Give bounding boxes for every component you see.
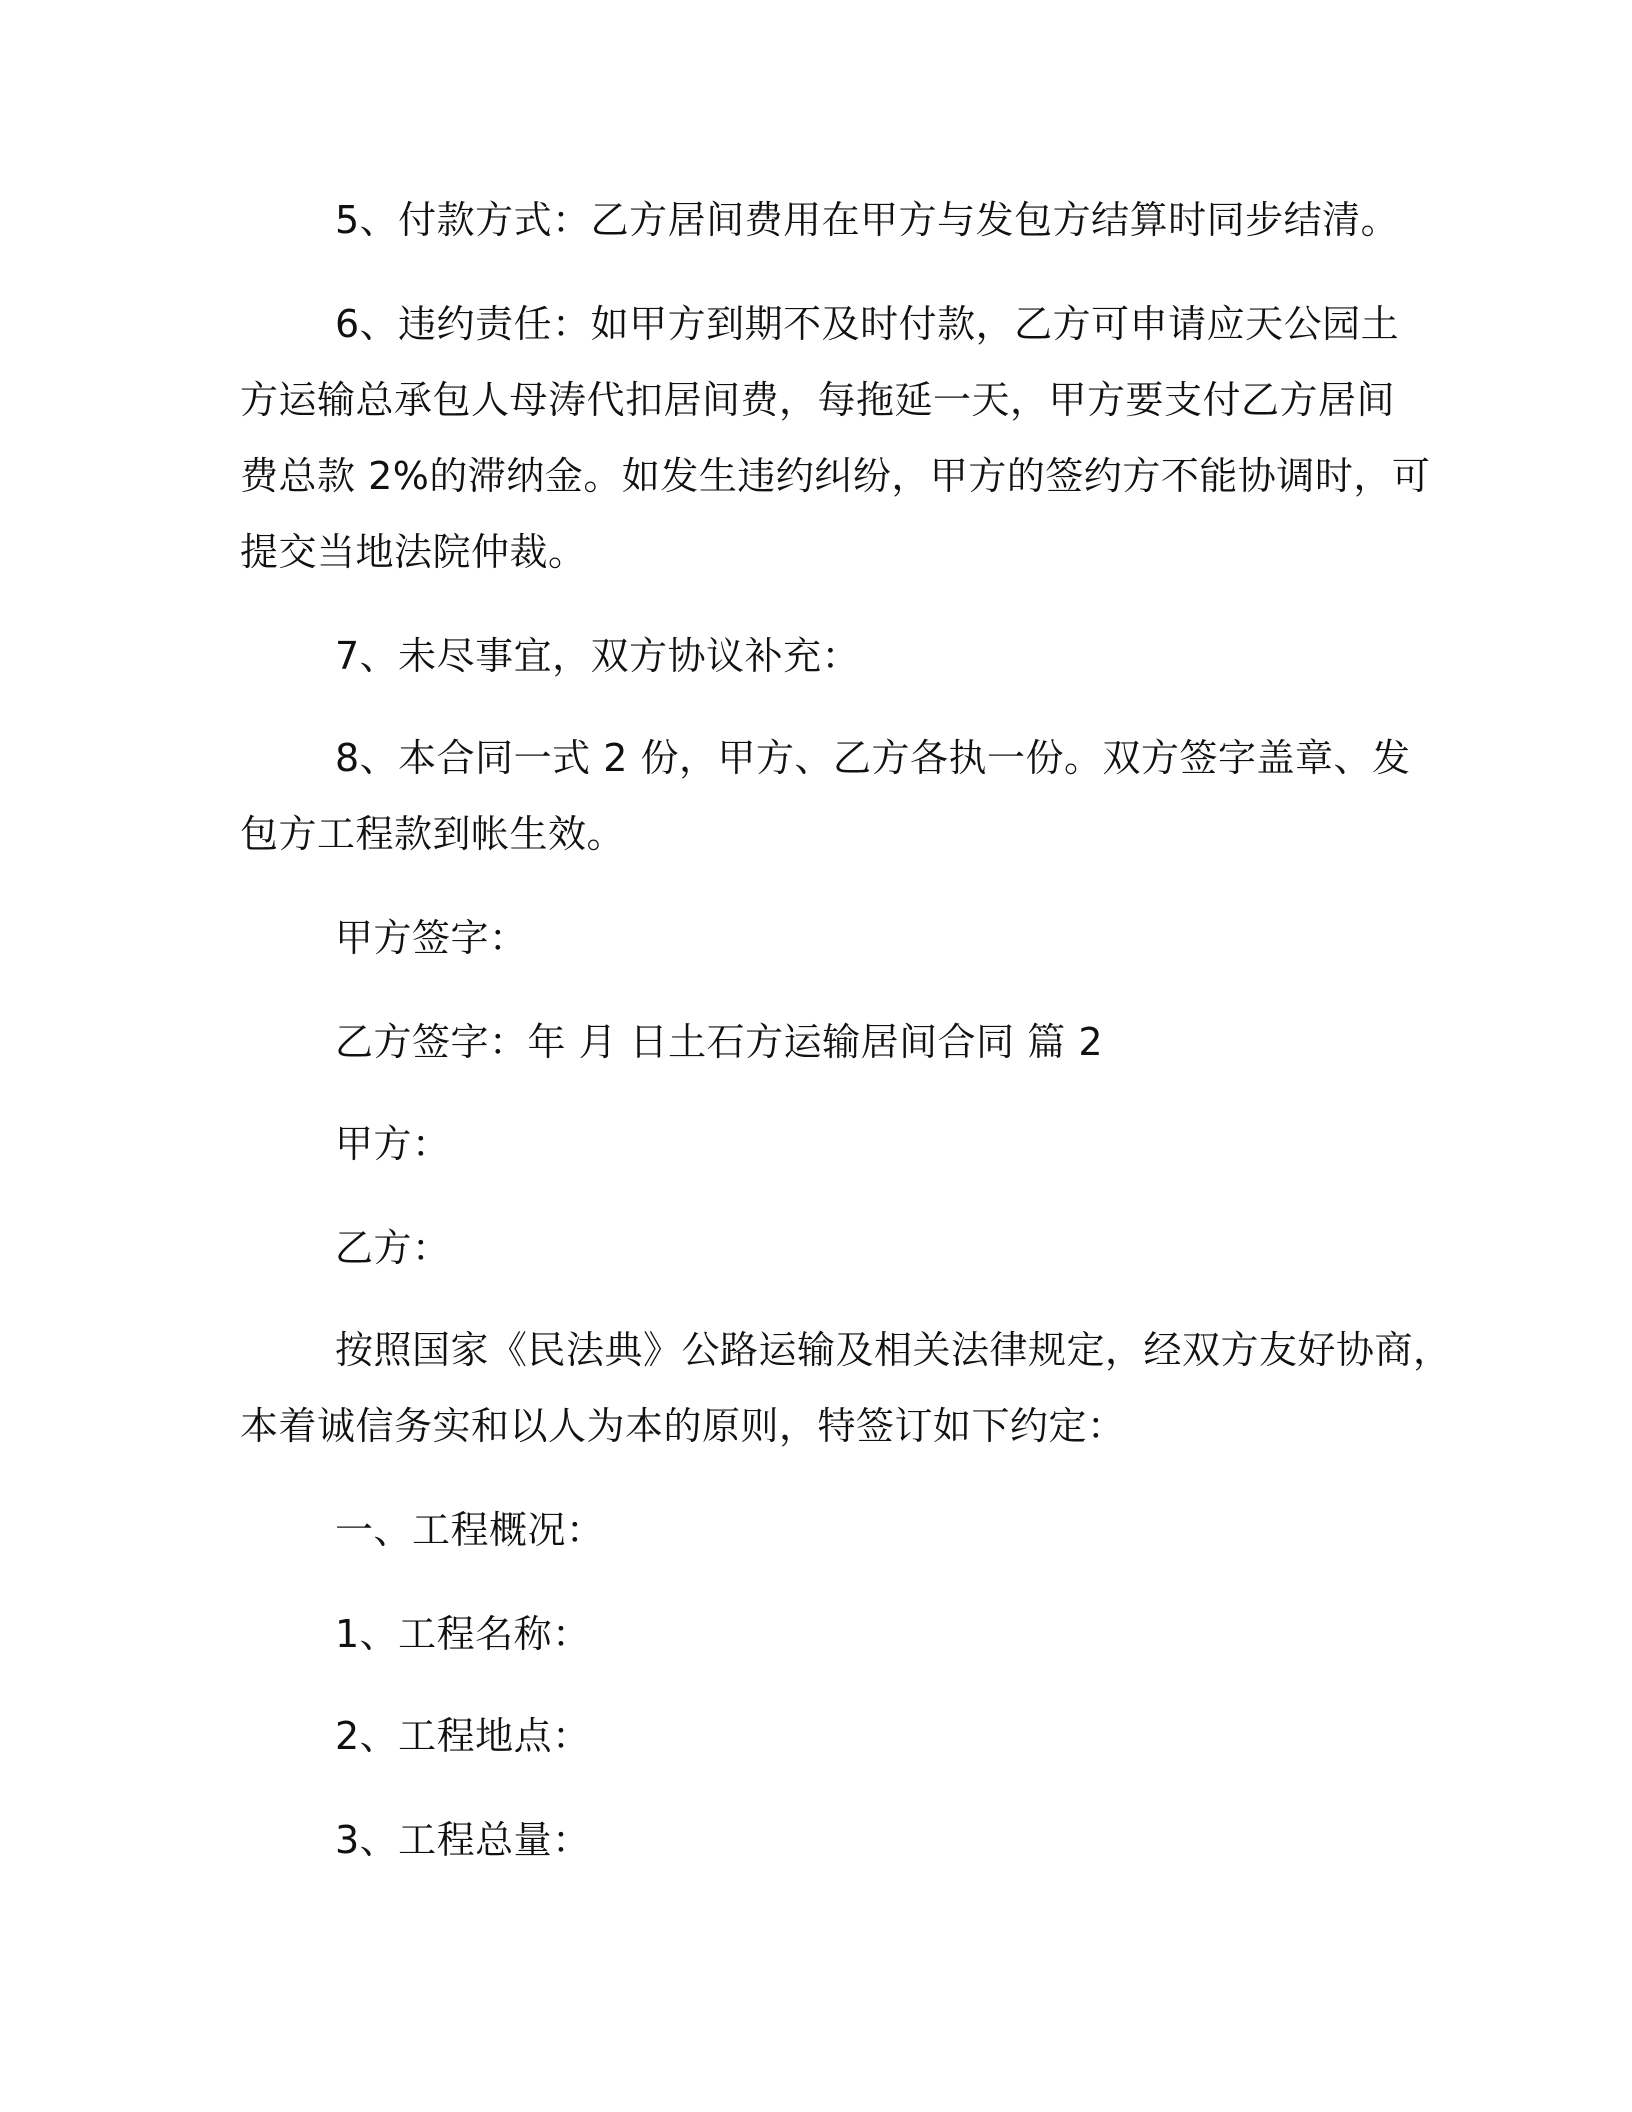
clause-8-copies-line-2: 包方工程款到帐生效。 [240, 812, 626, 856]
clause-7-supplement: 7、未尽事宜，双方协议补充： [335, 634, 861, 678]
party-a-signature: 甲方签字： [335, 916, 528, 960]
project-location-field: 2、工程地点： [335, 1714, 591, 1758]
party-b-label: 乙方： [335, 1226, 451, 1270]
clause-6-liability-line-3: 费总款 2%的滞纳金。如发生违约纠纷，甲方的签约方不能协调时，可 [240, 454, 1431, 498]
preamble-line-2: 本着诚信务实和以人为本的原则，特签订如下约定： [240, 1404, 1126, 1448]
clause-6-liability-line-1: 6、违约责任：如甲方到期不及时付款，乙方可申请应天公园土 [335, 302, 1400, 346]
preamble-line-1: 按照国家《民法典》公路运输及相关法律规定，经双方友好协商， [335, 1328, 1452, 1372]
project-name-field: 1、工程名称： [335, 1612, 591, 1656]
clause-5-payment: 5、付款方式：乙方居间费用在甲方与发包方结算时同步结清。 [335, 198, 1400, 242]
party-b-signature-and-title: 乙方签字：年 月 日土石方运输居间合同 篇 2 [335, 1020, 1103, 1064]
clause-8-copies-line-1: 8、本合同一式 2 份，甲方、乙方各执一份。双方签字盖章、发 [335, 736, 1411, 780]
clause-6-liability-line-2: 方运输总承包人母涛代扣居间费，每拖延一天，甲方要支付乙方居间 [240, 378, 1396, 422]
project-total-field: 3、工程总量： [335, 1818, 591, 1862]
clause-6-liability-line-4: 提交当地法院仲裁。 [240, 530, 587, 574]
party-a-label: 甲方： [335, 1122, 451, 1166]
section-1-project-overview: 一、工程概况： [335, 1508, 605, 1552]
